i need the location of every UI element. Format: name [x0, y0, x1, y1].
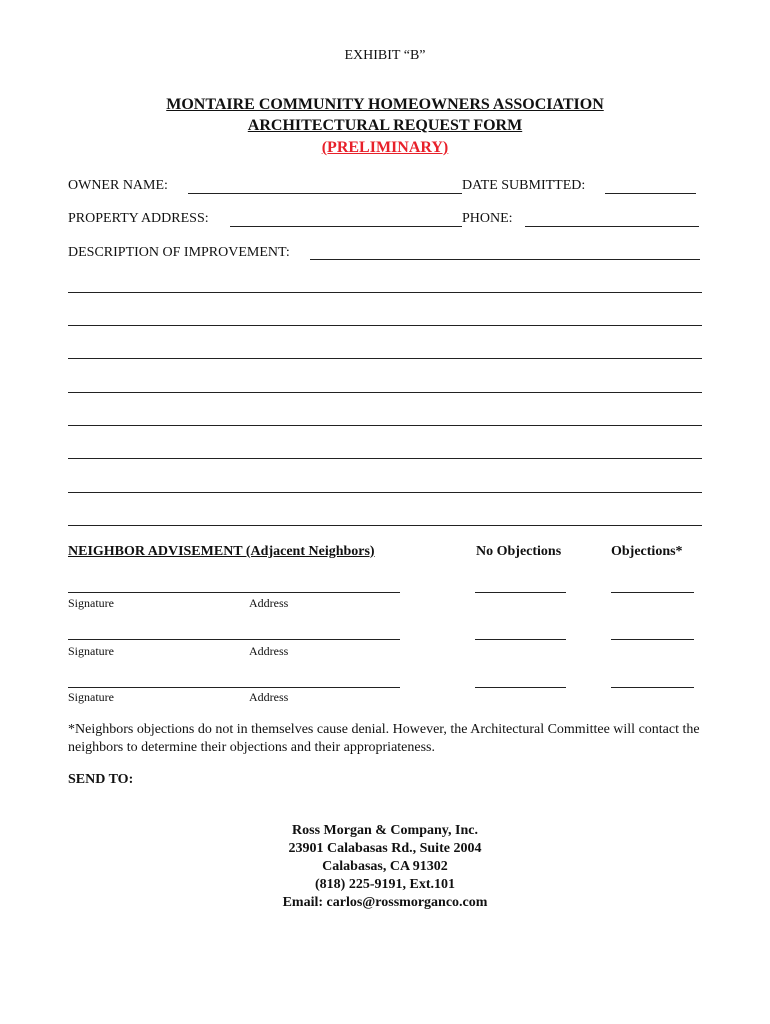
no-objections-field[interactable] — [475, 639, 566, 640]
objections-field[interactable] — [611, 639, 694, 640]
contact-email[interactable]: Email: carlos@rossmorganco.com — [282, 895, 488, 910]
signature-label: Signature — [68, 596, 114, 610]
address-label: Address — [249, 690, 289, 704]
form-title: ARCHITECTURAL REQUEST FORM — [247, 117, 523, 134]
neighbor-signature-field[interactable] — [68, 687, 400, 688]
exhibit-label: EXHIBIT “B” — [344, 48, 426, 63]
signature-label: Signature — [68, 644, 114, 658]
objections-note: *Neighbors objections do not in themselves cause denial. However, the Architectural Committee will contact the neighbors to determine their objections and their appropriateness. — [68, 722, 700, 755]
address-label: Address — [249, 596, 289, 610]
association-title: MONTAIRE COMMUNITY HOMEOWNERS ASSOCIATION — [166, 96, 604, 113]
description-field[interactable] — [310, 259, 700, 260]
phone-label: PHONE: — [462, 211, 513, 226]
date-submitted-field[interactable] — [605, 193, 696, 194]
description-line[interactable] — [68, 358, 702, 359]
description-line[interactable] — [68, 292, 702, 293]
owner-name-field[interactable] — [188, 193, 462, 194]
neighbor-signature-field[interactable] — [68, 639, 400, 640]
no-objections-field[interactable] — [475, 687, 566, 688]
contact-company: Ross Morgan & Company, Inc. — [292, 823, 478, 838]
no-objections-field[interactable] — [475, 592, 566, 593]
description-label: DESCRIPTION OF IMPROVEMENT: — [68, 245, 290, 260]
address-label: Address — [249, 644, 289, 658]
property-address-field[interactable] — [230, 226, 462, 227]
contact-street: 23901 Calabasas Rd., Suite 2004 — [288, 841, 482, 856]
description-line[interactable] — [68, 492, 702, 493]
contact-phone: (818) 225-9191, Ext.101 — [315, 877, 455, 892]
send-to-label: SEND TO: — [68, 772, 134, 787]
description-line[interactable] — [68, 525, 702, 526]
property-address-label: PROPERTY ADDRESS: — [68, 211, 209, 226]
contact-block — [0, 822, 770, 912]
objections-field[interactable] — [611, 687, 694, 688]
description-line[interactable] — [68, 325, 702, 326]
description-line[interactable] — [68, 458, 702, 459]
owner-name-label: OWNER NAME: — [68, 178, 168, 193]
preliminary-label: (PRELIMINARY) — [321, 139, 449, 156]
neighbor-signature-field[interactable] — [68, 592, 400, 593]
description-line[interactable] — [68, 425, 702, 426]
date-submitted-label: DATE SUBMITTED: — [462, 178, 586, 193]
signature-label: Signature — [68, 690, 114, 704]
description-line[interactable] — [68, 392, 702, 393]
objections-heading: Objections* — [611, 544, 683, 559]
objections-field[interactable] — [611, 592, 694, 593]
no-objections-heading: No Objections — [476, 544, 562, 559]
neighbor-advisement-heading: NEIGHBOR ADVISEMENT (Adjacent Neighbors) — [68, 544, 375, 559]
phone-field[interactable] — [525, 226, 699, 227]
contact-city: Calabasas, CA 91302 — [322, 859, 448, 874]
